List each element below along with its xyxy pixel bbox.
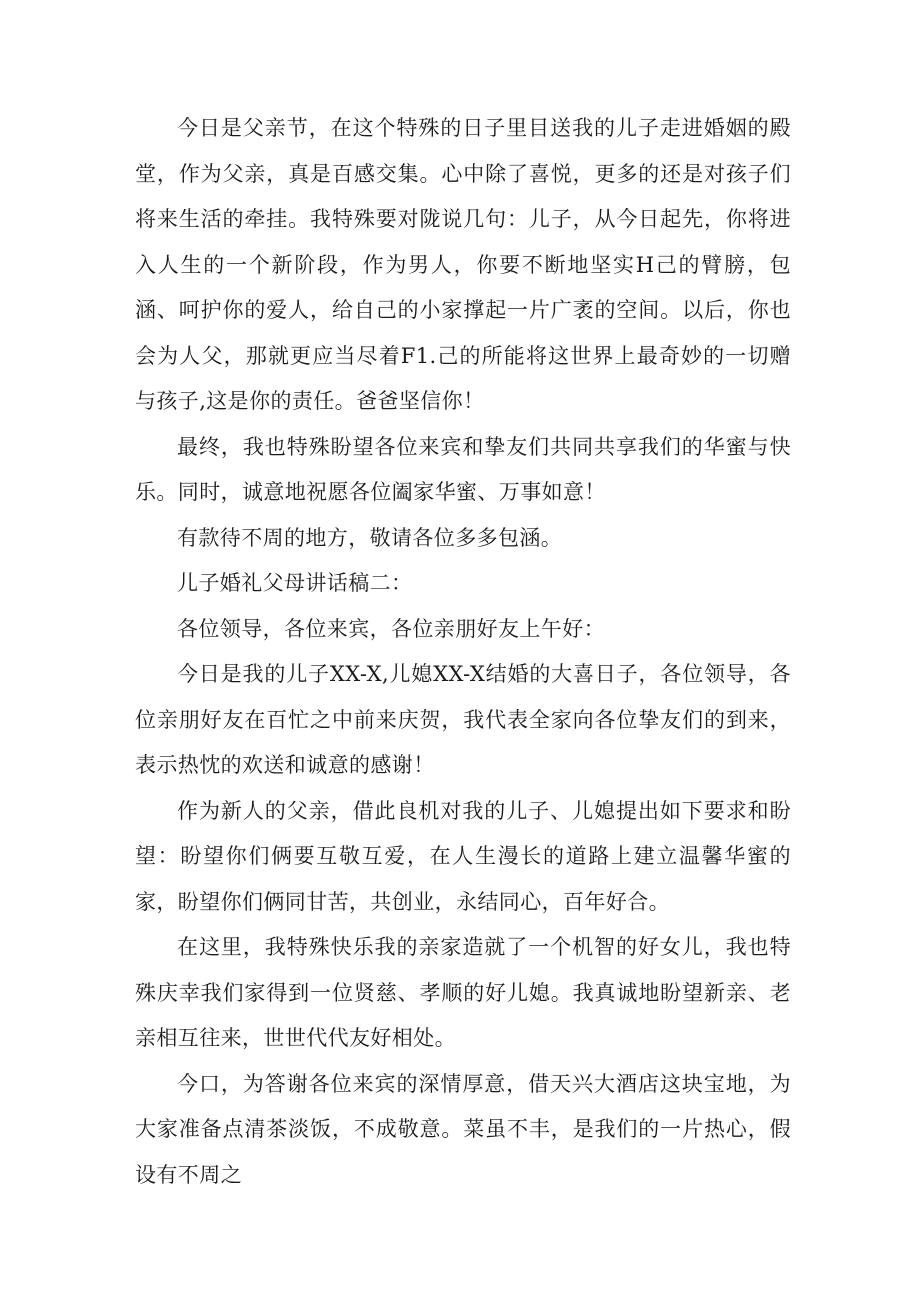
paragraph-7: 作为新人的父亲，借此良机对我的儿子、儿媳提出如下要求和盼望：盼望你们俩要互敬互爱，在人生漫长的道路上建立温馨华蜜的家，盼望你们俩同甘苦，共创业，永结同心，百年好合。: [135, 798, 791, 914]
paragraph-8: 在这里，我特殊快乐我的亲家造就了一个机智的好女儿，我也特殊庆幸我们家得到一位贤慈、孝顺的好儿媳。我真诚地盼望新亲、老亲相互往来，世世代代友好相处。: [135, 935, 791, 1050]
document-body: [135, 106, 791, 1198]
paragraph-2: 最终，我也特殊盼望各位来宾和挚友们共同共享我们的华蜜与快乐。同时，诚意地祝愿各位阖家华蜜、万事如意！: [135, 434, 791, 504]
paragraph-3: 有款待不周的地方，敬请各位多多包涵。: [177, 525, 563, 550]
paragraph-1: 今日是父亲节，在这个特殊的日子里目送我的儿子走进婚姻的殿堂，作为父亲，真是百感交集。心中除了喜悦，更多的还是对孩子们将来生活的牵挂。我特殊要对陇说几句：儿子，从今日起先，你将进入人生的一个新阶段，作为男人，你要不断地坚实H己的臂膀，包涵、呵护你的爱人，给自己的小家撑起一片广袤的空间。以后，你也会为人父，那就更应当尽着F1.己的所能将这世界上最奇妙的一切赠与孩子,这是你的责任。爸爸坚信你！: [135, 116, 791, 413]
section-heading: 儿子婚礼父母讲话稿二：: [177, 571, 413, 595]
greeting: 各位领导，各位来宾，各位亲朋好友上午好：: [177, 616, 605, 641]
paragraph-6: 今日是我的儿子XX-X,儿媳XX-X结婚的大喜日子，各位领导，各位亲朋好友在百忙之中前来庆贺，我代表全家向各位挚友们的到来，表示热忱的欢送和诚意的感谢！: [135, 662, 791, 777]
paragraph-9: 今口，为答谢各位来宾的深情厚意，借天兴大酒店这块宝地，为大家准备点清茶淡饭，不成敬意。菜虽不丰，是我们的一片热心，假设有不周之: [135, 1071, 791, 1187]
